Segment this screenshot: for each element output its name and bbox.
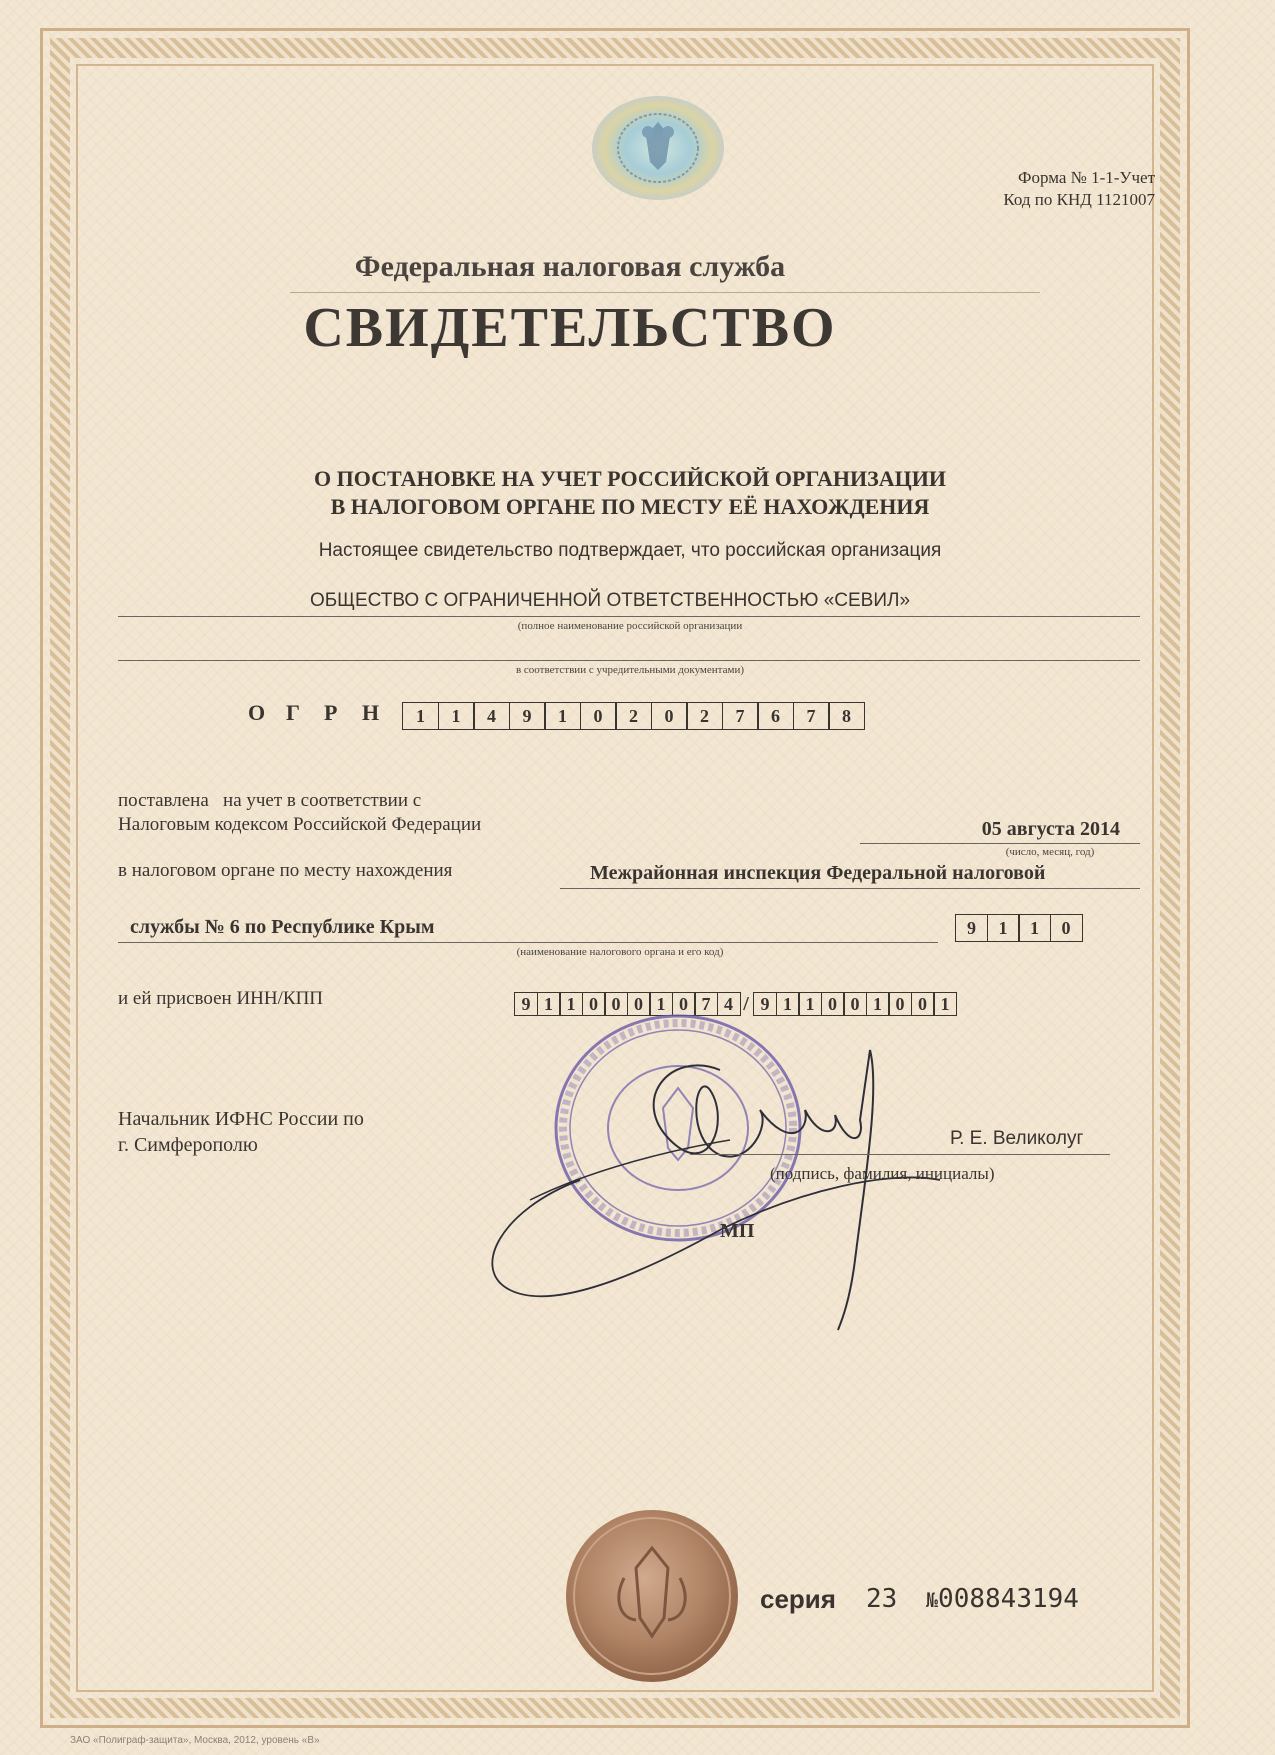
kpp-digit: 9 (753, 992, 777, 1016)
inn-digit: 0 (582, 992, 606, 1016)
handwritten-signature (470, 1030, 950, 1340)
ogrn-digit: 1 (402, 702, 439, 730)
knd-code: Код по КНД 1121007 (1003, 190, 1155, 209)
inn-digit: 0 (627, 992, 651, 1016)
hologram-emblem (588, 92, 728, 204)
registration-date-line (860, 843, 1140, 844)
kpp-digit: 0 (888, 992, 912, 1016)
document-number-prefix: № (926, 1588, 939, 1612)
organization-docs-caption: в соответствии с учредительными документами) (515, 664, 744, 676)
ogrn-digit: 7 (722, 702, 759, 730)
tax-office-code-cells (955, 914, 1081, 942)
document-title: СВИДЕТЕЛЬСТВО (303, 297, 837, 359)
official-position-line-1: Начальник ИФНС России по (118, 1108, 364, 1130)
tax-office-name-line-2: службы № 6 по Республике Крым (130, 916, 435, 938)
kpp-digit: 1 (933, 992, 957, 1016)
tax-office-code-digit: 1 (1018, 914, 1051, 942)
intro-text: Настоящее свидетельство подтверждает, что российская организация (318, 540, 942, 561)
ogrn-digit: 0 (580, 702, 617, 730)
inn-digit: 9 (514, 992, 538, 1016)
kpp-digit: 0 (821, 992, 845, 1016)
stamp-place-label: МП (720, 1220, 755, 1242)
ogrn-letter: Р (324, 700, 338, 725)
organization-name-line (118, 616, 1140, 617)
organization-docs-line (118, 660, 1140, 661)
inn-kpp-separator: / (743, 993, 749, 1015)
tax-office-label: в налоговом органе по месту нахождения (118, 860, 453, 881)
inn-digit: 4 (717, 992, 741, 1016)
ogrn-digit: 7 (793, 702, 830, 730)
agency-name: Федеральная налоговая служба (354, 250, 786, 283)
ogrn-letter: Г (286, 700, 300, 725)
ogrn-digit: 1 (438, 702, 475, 730)
embossed-seal (564, 1508, 740, 1684)
inn-digit: 7 (694, 992, 718, 1016)
registration-date: 05 августа 2014 (981, 818, 1120, 840)
organization-name-caption: (полное наименование российской организации (517, 620, 743, 632)
tax-office-line-2 (118, 942, 938, 943)
ogrn-letter: Н (362, 700, 380, 725)
printer-imprint: ЗАО «Полиграф-защита», Москва, 2012, уровень «В» (70, 1735, 320, 1746)
official-position-line-2: г. Симферополю (118, 1134, 258, 1156)
ogrn-digit: 6 (757, 702, 794, 730)
subtitle-line-1: О ПОСТАНОВКЕ НА УЧЕТ РОССИЙСКОЙ ОРГАНИЗАЦИИ (314, 466, 946, 491)
signature-caption: (подпись, фамилия, инициалы) (770, 1164, 995, 1183)
official-name: Р. Е. Великолуг (950, 1128, 1084, 1149)
organization-name: ОБЩЕСТВО С ОГРАНИЧЕННОЙ ОТВЕТСТВЕННОСТЬЮ «СЕВИЛ» (309, 590, 911, 611)
inn-digit: 0 (604, 992, 628, 1016)
agency-underline (290, 292, 1040, 293)
ogrn-digit: 4 (473, 702, 510, 730)
registration-text-line-1: поставлена на учет в соответствии с (118, 790, 422, 811)
ogrn-digit: 8 (828, 702, 865, 730)
kpp-digit: 1 (866, 992, 890, 1016)
tax-office-caption: (наименование налогового органа и его код) (516, 946, 724, 958)
tax-office-code-digit: 1 (987, 914, 1020, 942)
inn-digit: 1 (649, 992, 673, 1016)
registration-text-line-2: Налоговым кодексом Российской Федерации (118, 814, 482, 835)
inn-kpp-label: и ей присвоен ИНН/КПП (118, 988, 324, 1009)
ogrn-label (248, 700, 400, 726)
ogrn-cells (402, 702, 864, 730)
ogrn-digit: 9 (509, 702, 546, 730)
document-number (926, 1584, 1079, 1614)
kpp-digit: 1 (798, 992, 822, 1016)
ogrn-digit: 0 (651, 702, 688, 730)
ogrn-letter: О (248, 700, 266, 725)
form-number: Форма № 1-1-Учет (1018, 168, 1155, 187)
inn-digit: 1 (559, 992, 583, 1016)
ogrn-digit: 2 (615, 702, 652, 730)
kpp-digit: 0 (843, 992, 867, 1016)
series-label: серия (760, 1584, 836, 1614)
tax-office-code-digit: 9 (955, 914, 988, 942)
subtitle-line-2: В НАЛОГОВОМ ОРГАНЕ ПО МЕСТУ ЕЁ НАХОЖДЕНИЯ (330, 494, 930, 519)
kpp-digit: 0 (911, 992, 935, 1016)
ogrn-digit: 2 (686, 702, 723, 730)
signature-line (690, 1154, 1110, 1155)
series-value: 23 (866, 1584, 898, 1614)
inn-digit: 0 (672, 992, 696, 1016)
tax-office-line-1 (560, 888, 1140, 889)
registration-date-caption: (число, месяц, год) (1005, 846, 1095, 858)
kpp-digit: 1 (776, 992, 800, 1016)
tax-office-code-digit: 0 (1050, 914, 1083, 942)
document-number-value: 008843194 (938, 1584, 1079, 1614)
inn-digit: 1 (537, 992, 561, 1016)
tax-office-name-line-1: Межрайонная инспекция Федеральной налоговой (590, 862, 1046, 884)
ogrn-digit: 1 (544, 702, 581, 730)
